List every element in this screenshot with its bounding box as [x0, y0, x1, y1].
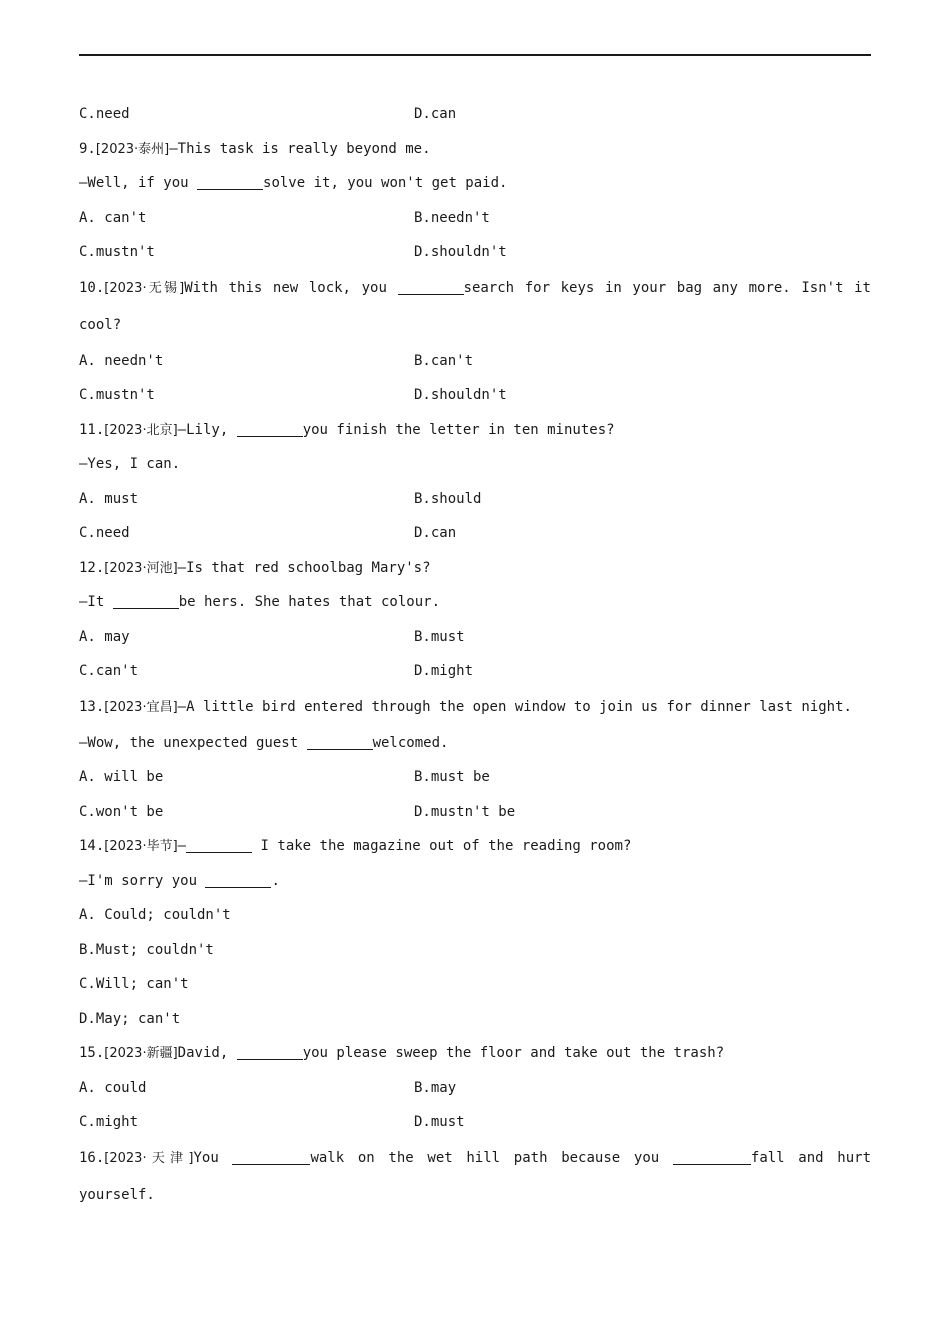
option-a: A. may [79, 628, 130, 645]
question-12-stem: 12.[2023·河池]—Is that red schoolbag Mary's? [79, 559, 431, 576]
answer-blank [205, 873, 271, 888]
question-source: [2023·泰州] [95, 141, 170, 157]
option-d: D.might [414, 663, 474, 679]
question-list [79, 97, 871, 1214]
question-15-options-ab [79, 1071, 871, 1106]
question-16-stem: 16.[2023·天津]You walk on the wet hill path because you fall and hurt yourself. [79, 1149, 871, 1203]
option-c: C.might [79, 1114, 139, 1130]
question-source: [2023·河池] [104, 560, 178, 576]
option-a: A. Could; couldn't [79, 907, 231, 923]
question-13-options-ab [79, 760, 871, 795]
option-c: C.need [79, 106, 130, 122]
question-9-options-cd [79, 235, 871, 270]
option-d: D.must [414, 1114, 465, 1130]
question-source: [2023·北京] [104, 422, 178, 438]
option-a: A. must [79, 490, 139, 507]
option-b: B.must [414, 628, 465, 645]
question-source: [2023·毕节] [104, 839, 178, 854]
question-14-stem: 14.[2023·毕节]— I take the magazine out of the reading room? [79, 838, 632, 854]
option-c: C.mustn't [79, 387, 155, 403]
option-c: C.need [79, 525, 130, 541]
question-10-stem: 10.[2023·无锡]With this new lock, you search for keys in your bag any more. Isn't it cool? [79, 279, 871, 333]
question-13-line2: —Wow, the unexpected guest welcomed. [79, 734, 449, 751]
question-10-options-ab [79, 344, 871, 379]
question-14-line2: —I'm sorry you . [79, 872, 280, 889]
answer-blank [197, 175, 263, 190]
question-9-options-ab [79, 201, 871, 236]
option-c: C.won't be [79, 803, 164, 820]
option-a: A. can't [79, 209, 147, 226]
answer-blank [232, 1150, 310, 1165]
question-12-options-cd [79, 654, 871, 689]
question-10-options-cd [79, 378, 871, 413]
option-c: C.mustn't [79, 244, 155, 260]
option-c: C.can't [79, 663, 139, 679]
answer-blank [307, 735, 373, 750]
option-b: B.can't [414, 352, 474, 369]
option-d: D.can [414, 106, 457, 122]
question-11-options-ab [79, 482, 871, 517]
option-b: B.needn't [414, 209, 490, 226]
answer-blank [186, 838, 252, 853]
question-13-options-cd [79, 795, 871, 830]
answer-blank [113, 594, 179, 609]
question-source: [2023·宜昌] [104, 699, 178, 715]
option-a: A. will be [79, 769, 164, 785]
question-source: [2023·天津] [104, 1150, 194, 1166]
question-12-options-ab [79, 620, 871, 655]
question-13-stem: 13.[2023·宜昌]—A little bird entered through the open window to join us for dinner last night. [79, 698, 852, 715]
answer-blank [673, 1150, 751, 1165]
question-15-stem: 15.[2023·新疆]David, you please sweep the floor and take out the trash? [79, 1045, 725, 1061]
answer-blank [237, 1045, 303, 1060]
answer-blank [237, 422, 303, 437]
option-b: B.Must; couldn't [79, 941, 214, 958]
option-b: B.may [414, 1079, 457, 1096]
question-9-stem: 9.[2023·泰州]—This task is really beyond me. [79, 140, 431, 157]
option-d: D.shouldn't [414, 244, 507, 260]
question-12-line2: —It be hers. She hates that colour. [79, 594, 441, 610]
option-c: C.Will; can't [79, 976, 189, 992]
option-b: B.should [414, 490, 482, 507]
option-a: A. needn't [79, 352, 164, 369]
question-11-line2: —Yes, I can. [79, 456, 181, 472]
question-15-options-cd [79, 1105, 871, 1140]
option-d: D.shouldn't [414, 387, 507, 403]
option-d: D.May; can't [79, 1010, 181, 1027]
top-rule [79, 54, 871, 56]
option-d: D.can [414, 525, 457, 541]
question-source: [2023·无锡] [104, 280, 185, 296]
option-b: B.must be [414, 769, 490, 785]
question-11-options-cd [79, 516, 871, 551]
answer-blank [398, 280, 464, 295]
question-source: [2023·新疆] [104, 1046, 178, 1061]
question-9-line2: —Well, if you solve it, you won't get paid. [79, 175, 508, 191]
option-d: D.mustn't be [414, 803, 516, 820]
question-11-stem: 11.[2023·北京]—Lily, you finish the letter in ten minutes? [79, 421, 615, 438]
prev-options [79, 97, 871, 132]
option-a: A. could [79, 1079, 147, 1096]
